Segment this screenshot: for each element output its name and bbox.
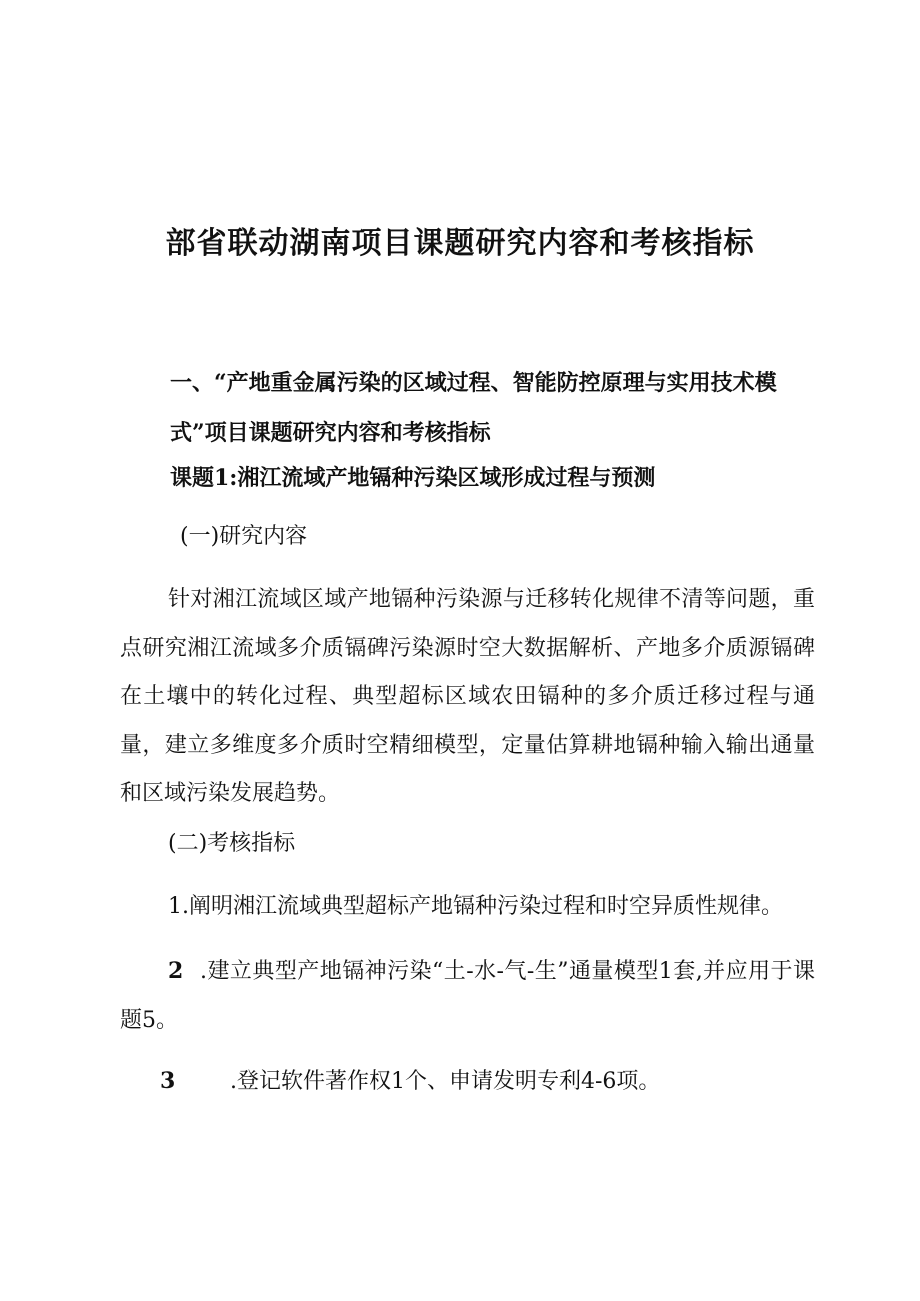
indicator-1: 1.阐明湘江流域典型超标产地镉种污染过程和时空异质性规律。 xyxy=(168,894,783,919)
page-title: 部省联动湖南项目课题研究内容和考核指标 xyxy=(165,226,755,261)
indicator-2 xyxy=(120,947,815,1045)
topic-heading: 课题1:湘江流域产地镉种污染区域形成过程与预测 xyxy=(170,465,656,491)
indicator-2-number: 2 xyxy=(168,958,184,984)
section-heading: 一、“产地重金属污染的区域过程、智能防控原理与实用技术模式”项目课题研究内容和考核指标 xyxy=(170,370,777,446)
indicator-3-number: 3 xyxy=(160,1068,176,1094)
research-content-paragraph: 针对湘江流域区域产地镉种污染源与迁移转化规律不清等问题，重点研究湘江流域多介质镉碑污染源时空大数据解析、产地多介质源镉碑在土壤中的转化过程、典型超标区域农田镉种的多介质迁移过程与通量，建立多维度多介质时空精细模型，定量估算耕地镉种输入输出通量和区域污染发展趋势。 xyxy=(120,587,815,806)
research-content-heading: (一)研究内容 xyxy=(180,524,308,549)
indicator-2-text: .建立典型产地镉神污染“土-水-气-生”通量模型1套,并应用于课题5。 xyxy=(120,959,815,1033)
assessment-heading: (二)考核指标 xyxy=(168,831,296,856)
indicator-3 xyxy=(160,1066,660,1097)
indicator-3-text: .登记软件著作权1个、申请发明专利4-6项。 xyxy=(230,1069,661,1094)
